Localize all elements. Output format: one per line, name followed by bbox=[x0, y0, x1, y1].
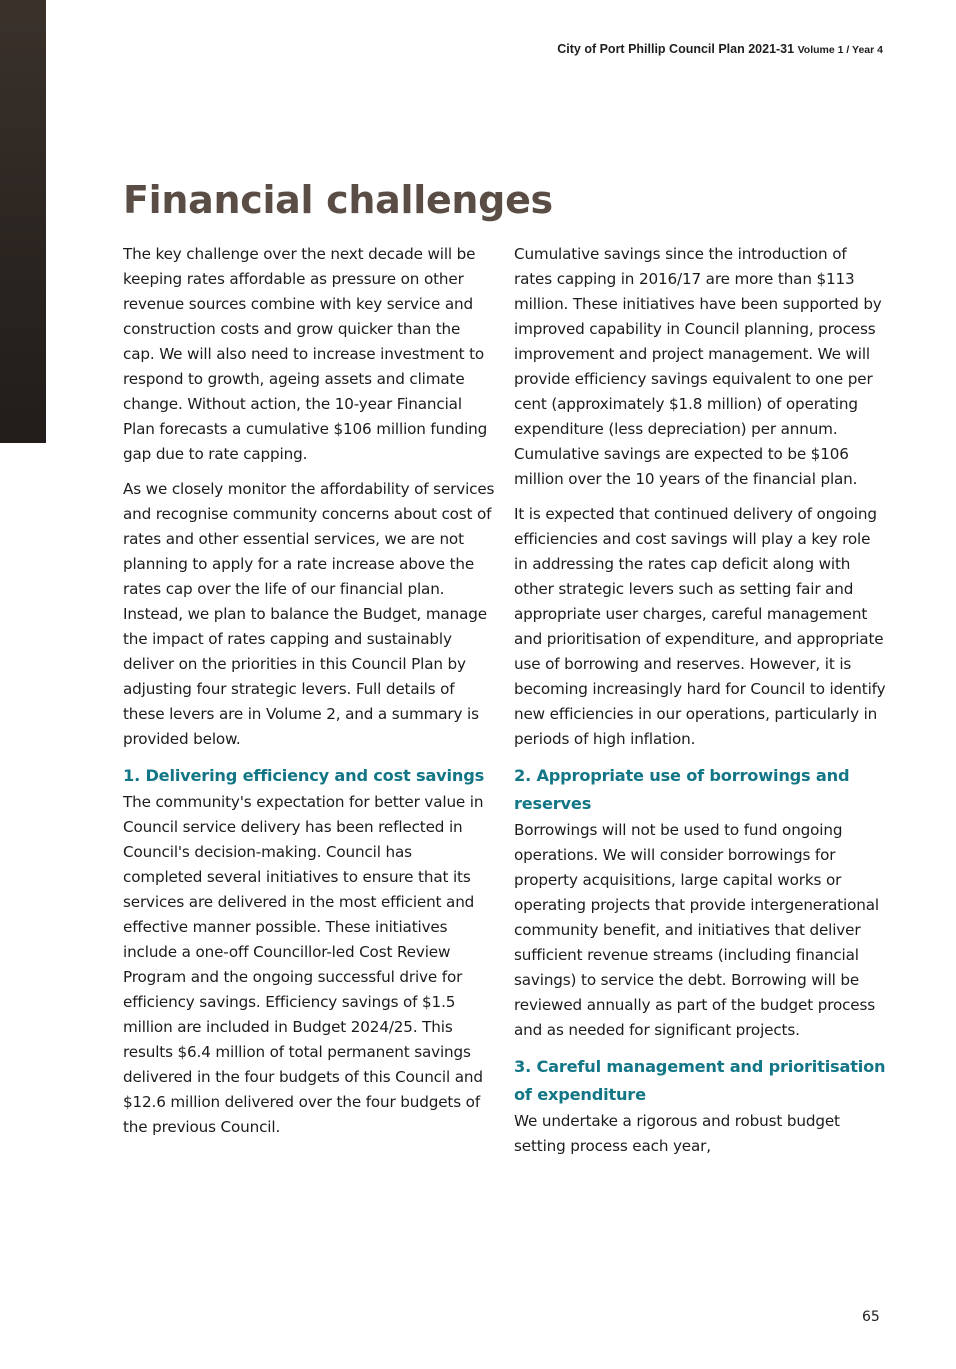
section-heading-3: 3. Careful management and prioritisation of expenditure bbox=[514, 1057, 886, 1104]
savings-paragraph: Cumulative savings since the introduction of rates capping in 2016/17 are more than $113 million. These initiatives have been supported by improved capability in Council planning, process improvement and project management. We will provide efficiency savings equivalent to one per cent (approximately $1.8 million) of operating expenditure (less depreciation) per annum. Cumulative savings are expected to be $106 million over the 10 years of the financial plan. bbox=[514, 245, 882, 488]
decorative-side-band bbox=[0, 0, 46, 443]
header-title: City of Port Phillip Council Plan 2021-31 bbox=[557, 42, 795, 56]
section-heading-2: 2. Appropriate use of borrowings and reserves bbox=[514, 766, 850, 813]
section-3-paragraph: We undertake a rigorous and robust budget setting process each year, bbox=[514, 1112, 840, 1155]
section-1-paragraph: The community's expectation for better value in Council service delivery has been reflected in Council's decision-making. Council has completed several initiatives to ensure that its services are delivered in the most efficient and effective manner possible. These initiatives include a one-off Councillor-led Cost Review Program and the ongoing successful drive for efficiency savings. Efficiency savings of $1.5 million are included in Budget 2024/25. This results $6.4 million of total permanent savings delivered in the four budgets of this Council and $12.6 million delivered over the four budgets of the previous Council. bbox=[123, 793, 484, 1136]
section-2-paragraph: Borrowings will not be used to fund ongoing operations. We will consider borrowings for property acquisitions, large capital works or operating projects that provide intergenerational community benefit, and initiatives that deliver sufficient revenue streams (including financial savings) to service the debt. Borrowing will be reviewed annually as part of the budget process and as needed for significant projects. bbox=[514, 821, 879, 1039]
efficiencies-paragraph: It is expected that continued delivery of ongoing efficiencies and cost savings will play a key role in addressing the rates cap deficit along with other strategic levers such as setting fair and appropriate user charges, careful management and prioritisation of expenditure, and appropriate use of borrowing and reserves. However, it is becoming increasingly hard for Council to identify new efficiencies in our operations, particularly in periods of high inflation. bbox=[514, 505, 886, 748]
page-title: Financial challenges bbox=[123, 178, 553, 222]
intro-paragraph-2: As we closely monitor the affordability of services and recognise community concerns about cost of rates and other essential services, we are not planning to apply for a rate increase above the rates cap over the life of our financial plan. Instead, we plan to balance the Budget, manage the impact of rates capping and sustainably deliver on the priorities in this Council Plan by adjusting four strategic levers. Full details of these levers are in Volume 2, and a summary is provided below. bbox=[123, 480, 495, 748]
section-heading-1: 1. Delivering efficiency and cost savings bbox=[123, 766, 485, 785]
document-header bbox=[557, 42, 883, 56]
right-column bbox=[514, 242, 886, 1169]
header-volume: Volume 1 / Year 4 bbox=[797, 44, 883, 56]
page-number: 65 bbox=[862, 1309, 880, 1325]
intro-paragraph-1: The key challenge over the next decade will be keeping rates affordable as pressure on other revenue sources combine with key service and construction costs and grow quicker than the cap. We will also need to increase investment to respond to growth, ageing assets and climate change. Without action, the 10-year Financial Plan forecasts a cumulative $106 million funding gap due to rate capping. bbox=[123, 245, 488, 463]
left-column bbox=[123, 242, 495, 1150]
